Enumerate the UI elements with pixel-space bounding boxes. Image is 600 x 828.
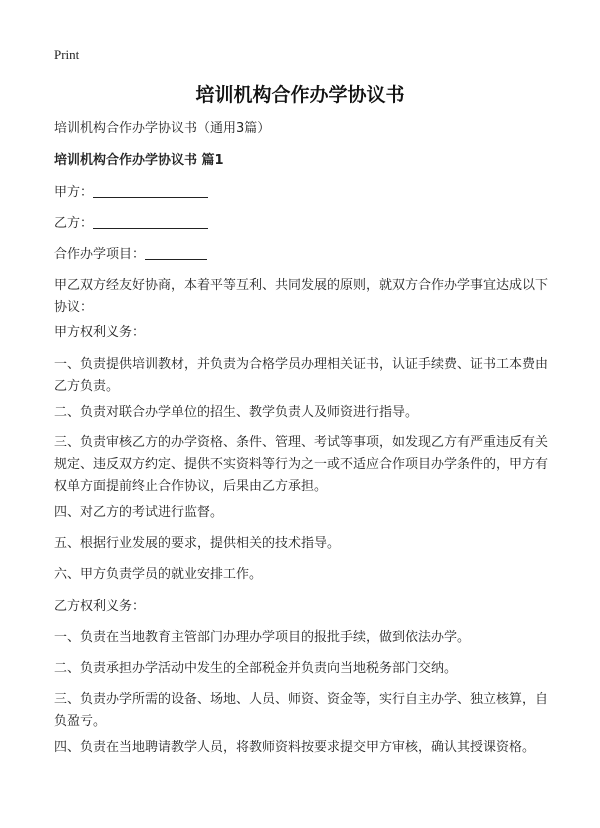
party-a-duty-item: 一、负责提供培训教材，并负责为合格学员办理相关证书，认证手续费、证书工本费由乙方负责。	[54, 357, 549, 394]
party-b-duties-heading: 乙方权利义务：	[54, 599, 146, 614]
party-a-duties-heading: 甲方权利义务：	[54, 325, 146, 340]
party-a-duty-item: 四、对乙方的考试进行监督。	[54, 505, 224, 520]
party-a-duty-item: 二、负责对联合办学单位的招生、教学负责人及师资进行指导。	[54, 405, 419, 420]
party-b-duty-item: 二、负责承担办学活动中发生的全部税金并负责向当地税务部门交纳。	[54, 661, 458, 676]
section-heading: 培训机构合作办学协议书 篇1	[54, 153, 224, 168]
project-field	[54, 244, 550, 266]
project-blank	[145, 245, 207, 260]
party-a-duty-item: 三、负责审核乙方的办学资格、条件、管理、考试等事项，如发现乙方有严重违反有关规定、违反双方约定、提供不实资料等行为之一或不适应合作项目办学条件的，甲方有权单方面提前终止合作协议，后果由乙方承担。	[54, 435, 549, 494]
print-label[interactable]: Print	[54, 47, 80, 62]
project-label: 合作办学项目：	[54, 247, 146, 262]
party-a-duty-item: 五、根据行业发展的要求，提供相关的技术指导。	[54, 536, 341, 551]
party-b-blank	[93, 214, 208, 229]
party-a-duty-item: 六、甲方负责学员的就业安排工作。	[54, 567, 263, 582]
party-a-field	[54, 182, 550, 204]
party-a-blank	[93, 183, 208, 198]
party-b-duty-item: 一、负责在当地教育主管部门办理办学项目的报批手续，做到依法办学。	[54, 630, 471, 645]
document-title: 培训机构合作办学协议书	[195, 84, 405, 106]
party-b-duty-item: 三、负责办学所需的设备、场地、人员、师资、资金等，实行自主办学、独立核算，自负盈亏。	[54, 692, 549, 729]
document-subtitle: 培训机构合作办学协议书（通用3篇）	[54, 121, 271, 136]
party-b-duty-item: 四、负责在当地聘请教学人员，将教师资料按要求提交甲方审核，确认其授课资格。	[54, 740, 536, 755]
party-b-label: 乙方：	[54, 216, 94, 231]
intro-paragraph: 甲乙双方经友好协商，本着平等互利、共同发展的原则，就双方合作办学事宜达成以下协议：	[54, 278, 549, 315]
party-b-field	[54, 213, 550, 235]
party-a-label: 甲方：	[54, 185, 94, 200]
